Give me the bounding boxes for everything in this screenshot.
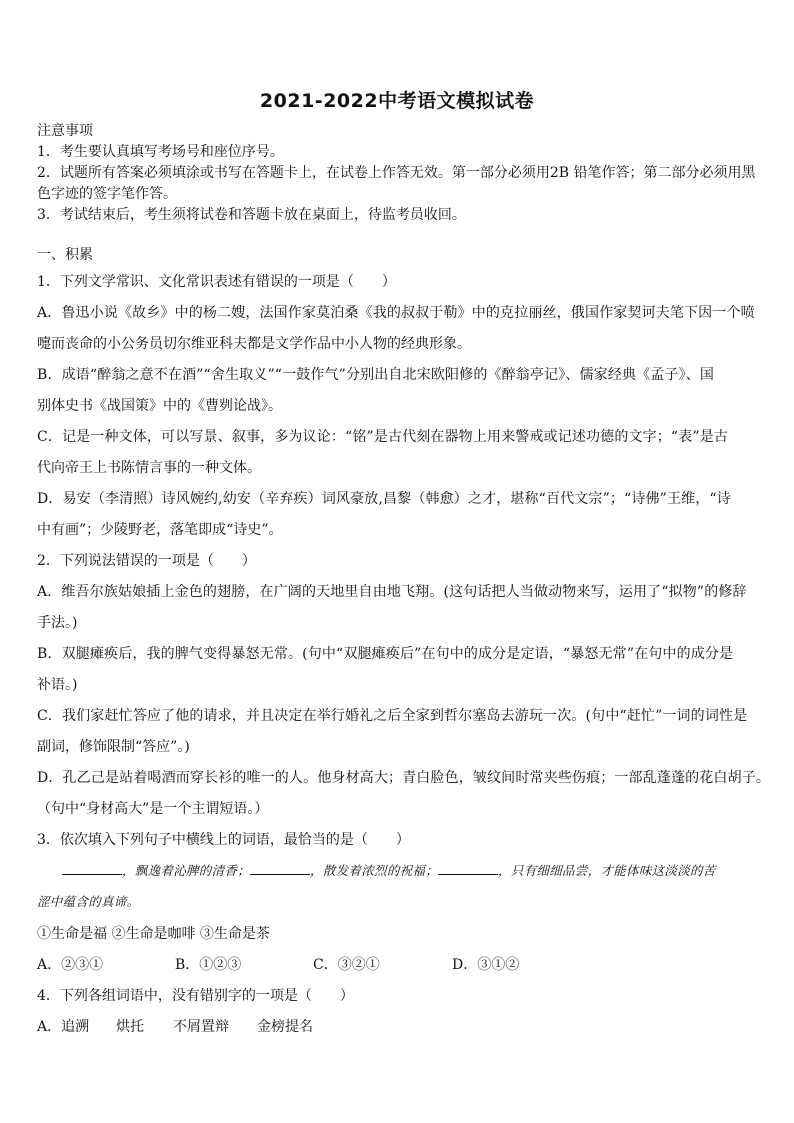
fill-blank-2 [250,862,310,875]
question-3-sentence [62,862,759,880]
question-1-option-a-cont: 嚏而丧命的小公务员切尔维亚科夫都是文学作品中小人物的经典形象。 [37,336,471,352]
sentence-part-3: ，只有细细品尝，才能体味这淡淡的苦 [498,863,716,878]
question-2-option-c-cont: 副词，修饰限制“答应”。) [37,739,190,755]
question-4-option-a-word-1: A．追溯 [37,1019,90,1035]
question-2-option-a: A．维吾尔族姑娘插上金色的翅膀，在广阔的天地里自由地飞翔。(这句话把人当做动物来写，运用了“拟物”的修辞 [37,584,747,600]
sentence-part-1: ，飘逸着沁脾的清香； [122,863,251,878]
question-2-option-c: C．我们家赶忙答应了他的请求，并且决定在举行婚礼之后全家到哲尔塞岛去游玩一次。(句中“赶忙”一词的词性是 [37,708,748,724]
notice-item-2: 2．试题所有答案必须填涂或书写在答题卡上，在试卷上作答无效。第一部分必须用2B 铅笔作答；第二部分必须用黑 [37,165,756,181]
question-1-option-c-cont: 代向帝王上书陈情言事的一种文体。 [37,460,261,476]
question-2-option-d: D．孔乙己是站着喝酒而穿长衫的唯一的人。他身材高大；青白脸色，皱纹间时常夹些伤痕；一部乱蓬蓬的花白胡子。 [37,770,771,786]
page-title: 2021-2022中考语文模拟试卷 [259,90,535,112]
fill-blank-3 [438,862,498,875]
question-2-option-d-cont: （句中“身材高大”是一个主谓短语。） [37,801,269,817]
notice-item-2-cont: 色字迹的签字笔作答。 [37,186,177,202]
question-1-option-b: B．成语“醉翁之意不在酒”“舍生取义”“一鼓作气”分别出自北宋欧阳修的《醉翁亭记》、儒家经典《孟子》、国 [37,367,715,383]
question-2-stem: 2．下列说法错误的一项是（ ） [37,553,256,569]
question-1-option-c: C．记是一种文体，可以写景、叙事，多为议论：“铭”是古代刻在器物上用来警戒或记述功德的文字；“表”是古 [37,429,728,445]
question-3-choice-d: D．③①② [452,957,520,973]
sentence-part-2: ，散发着浓烈的祝福； [310,863,439,878]
section-heading: 一、积累 [37,247,93,263]
notice-heading: 注意事项 [37,123,93,139]
question-4-stem: 4．下列各组词语中，没有错别字的一项是（ ） [37,988,354,1004]
question-2-option-a-cont: 手法。) [37,615,78,631]
question-4-option-a-word-2: 烘托 [116,1019,144,1035]
question-3-choice-c: C．③②① [313,957,380,973]
question-1-stem: 1．下列文学常识、文化常识表述有错误的一项是（ ） [37,274,396,290]
notice-item-1: 1．考生要认真填写考场号和座位序号。 [37,144,284,160]
question-3-sentence-cont: 涩中蕴含的真谛。 [37,894,140,909]
question-1-option-a: A．鲁迅小说《故乡》中的杨二嫂，法国作家莫泊桑《我的叔叔于勒》中的克拉丽丝，俄国作家契诃夫笔下因一个喷 [37,305,755,321]
fill-blank-1 [62,862,122,875]
question-4-option-a-word-4: 金榜提名 [257,1019,313,1035]
question-2-option-b: B．双腿瘫痪后，我的脾气变得暴怒无常。(句中“双腿瘫痪后”在句中的成分是定语，“暴怒无常”在句中的成分是 [37,646,734,662]
question-1-option-d: D．易安（李清照）诗风婉约,幼安（辛弃疾）词风豪放,昌黎（韩愈）之才，堪称“百代文宗”；“诗佛”王维，“诗 [37,491,731,507]
question-3-stem: 3．依次填入下列句子中横线上的词语，最恰当的是（ ） [37,832,410,848]
question-3-options: ①生命是福 ②生命是咖啡 ③生命是茶 [37,926,270,942]
question-3-choice-a: A．②③① [37,957,104,973]
question-1-option-b-cont: 别体史书《战国策》中的《曹刿论战》。 [37,398,282,414]
question-3-choice-b: B．①②③ [175,957,242,973]
question-1-option-d-cont: 中有画”；少陵野老，落笔即成“诗史”。 [37,522,283,538]
question-4-option-a-word-3: 不屑置辩 [173,1019,229,1035]
question-2-option-b-cont: 补语。) [37,677,78,693]
notice-item-3: 3．考试结束后，考生须将试卷和答题卡放在桌面上，待监考员收回。 [37,207,466,223]
